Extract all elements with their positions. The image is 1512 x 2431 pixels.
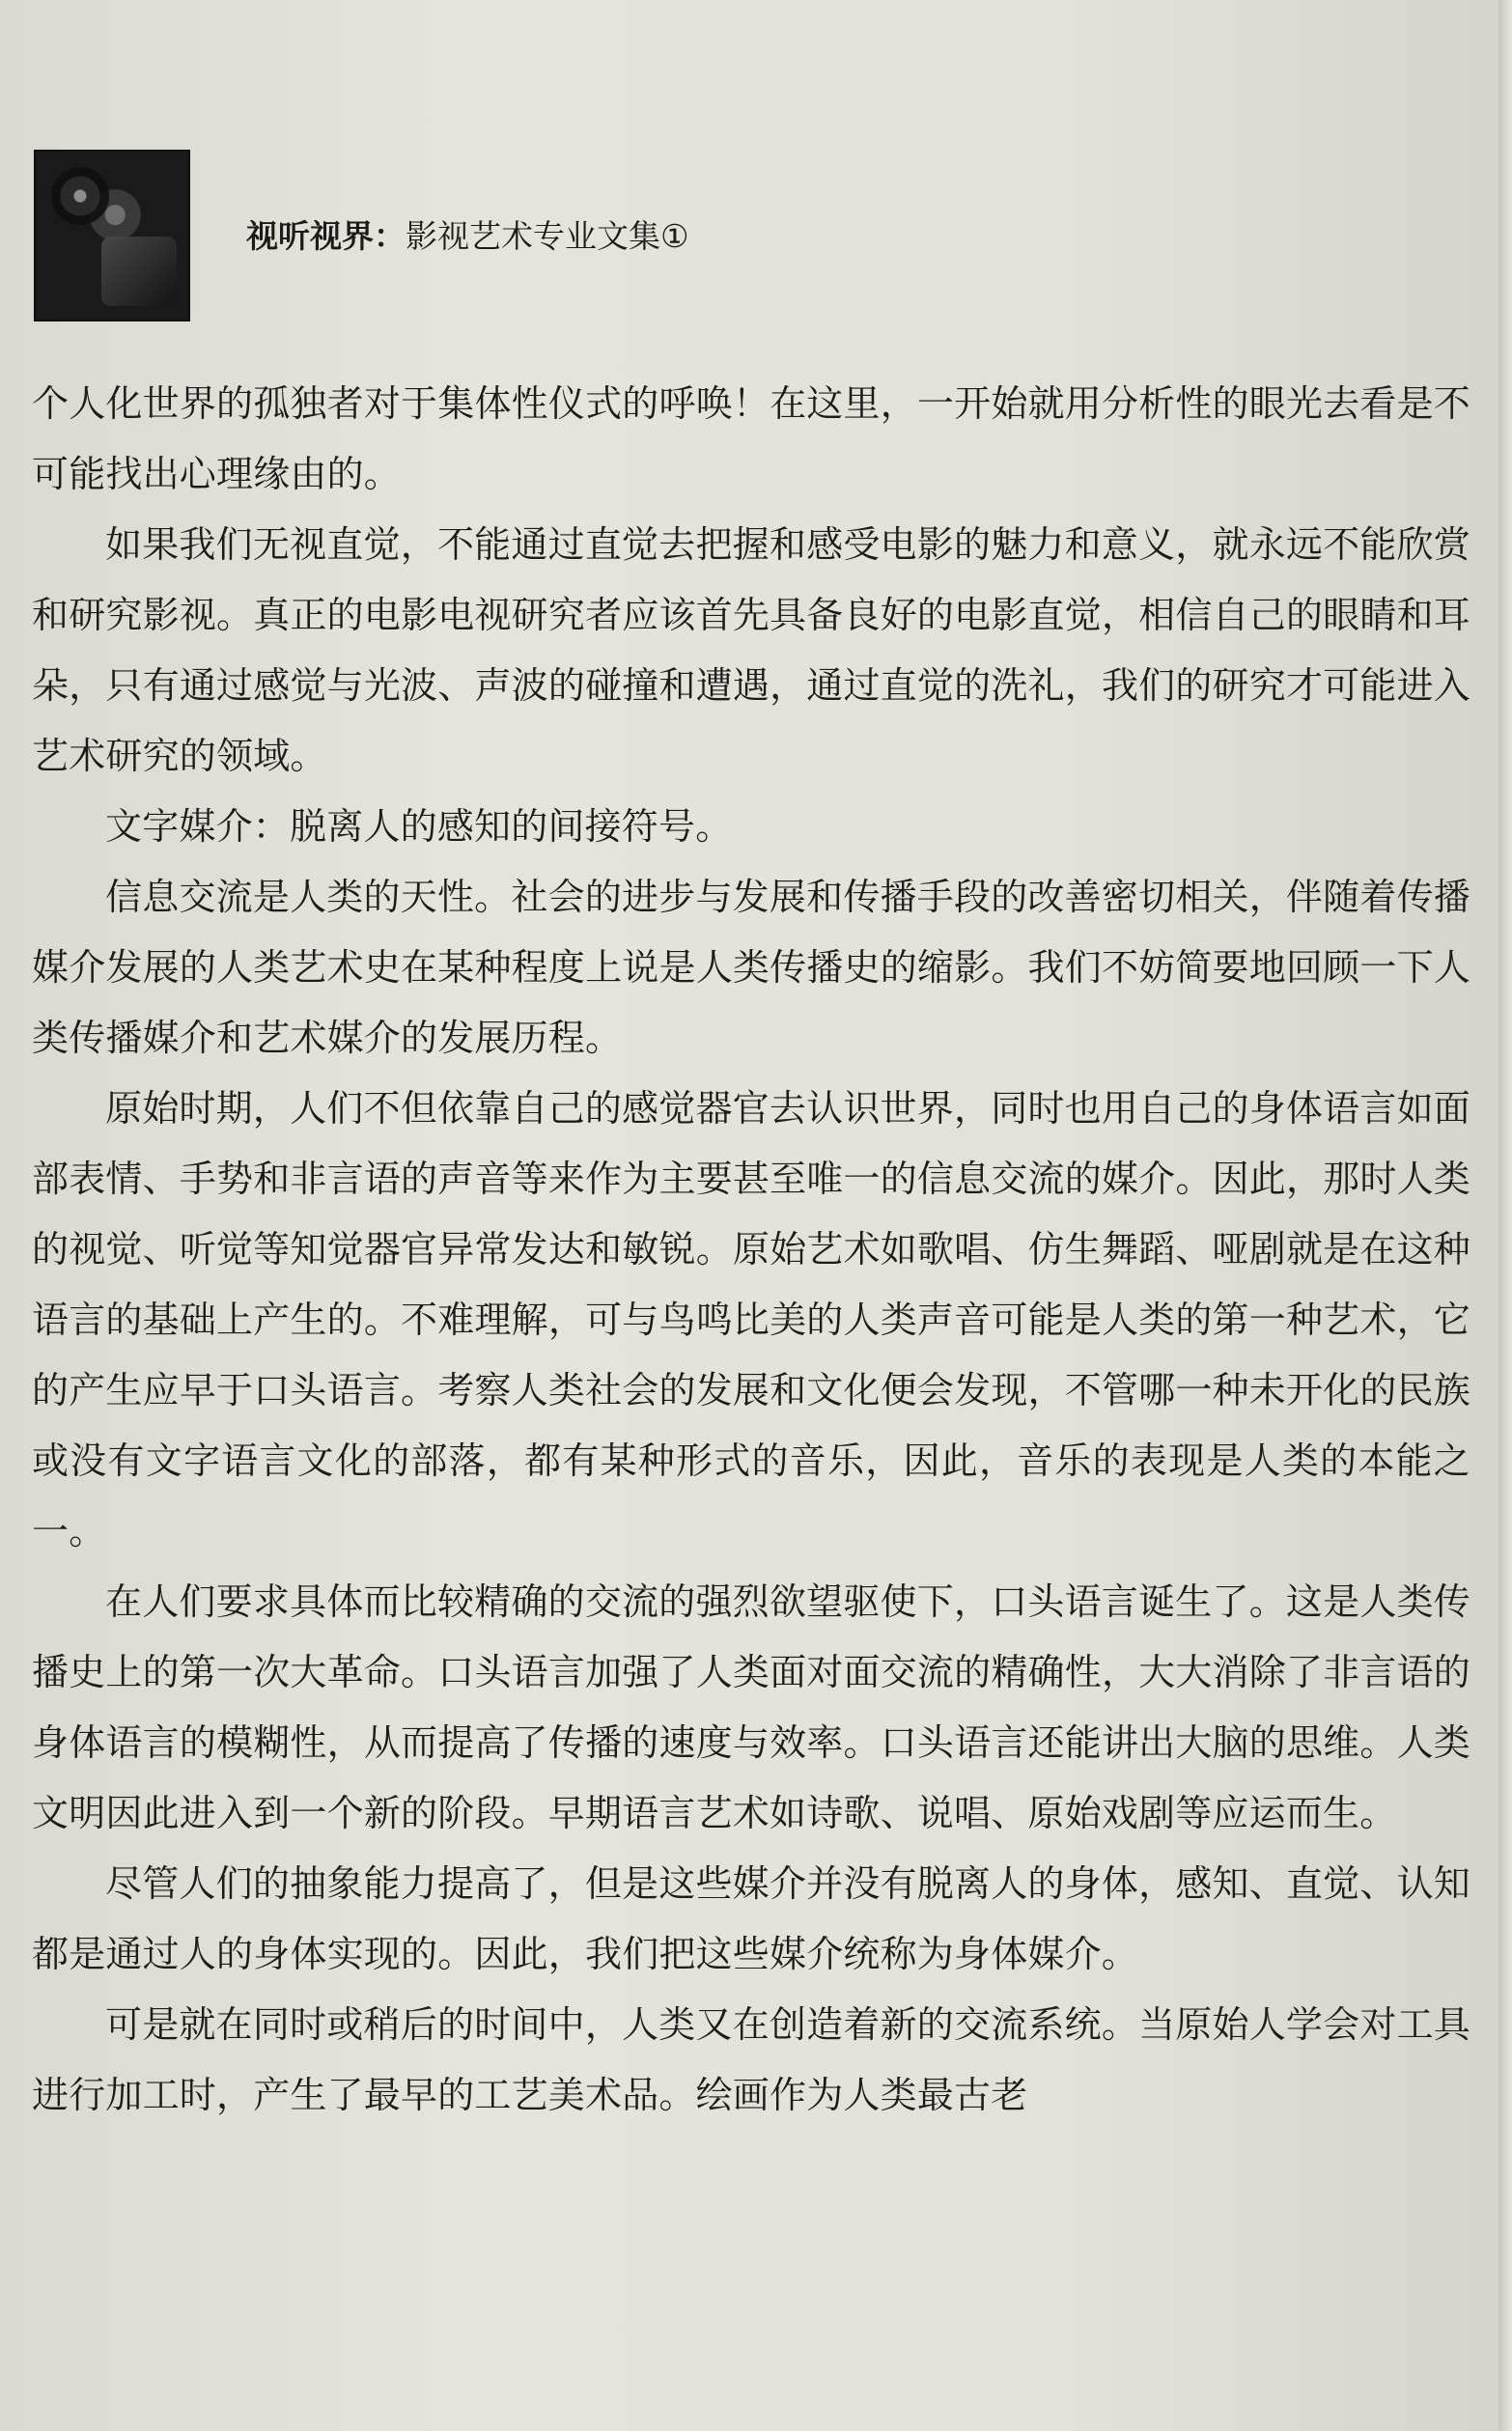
paragraph-8: 可是就在同时或稍后的时间中，人类又在创造着新的交流系统。当原始人学会对工具进行加工时，产生了最早的工艺美术品。绘画作为人类最古老 [32,2003,1470,2116]
page-header [34,150,903,323]
paragraph-6: 在人们要求具体而比较精确的交流的强烈欲望驱使下，口头语言诞生了。这是人类传播史上的第一次大革命。口头语言加强了人类面对面交流的精确性，大大消除了非言语的身体语言的模糊性，从而提高了传播的速度与效率。口头语言还能讲出大脑的思维。人类文明因此进入到一个新的阶段。早期语言艺术如诗歌、说唱、原始戏剧等应运而生。 [32,1580,1470,1834]
series-title [246,215,689,258]
paragraph-1: 个人化世界的孤独者对于集体性仪式的呼唤！在这里，一开始就用分析性的眼光去看是不可能找出心理缘由的。 [32,382,1470,495]
paragraph-7: 尽管人们的抽象能力提高了，但是这些媒介并没有脱离人的身体，感知、直觉、认知都是通过人的身体实现的。因此，我们把这些媒介统称为身体媒介。 [32,1862,1470,1975]
page-edge-shadow [1498,0,1512,2431]
body-text [32,369,1470,2131]
series-subtitle: 影视艺术专业文集① [406,217,689,255]
paragraph-5: 原始时期，人们不但依靠自己的感觉器官去认识世界，同时也用自己的身体语言如面部表情、手势和非言语的声音等来作为主要甚至唯一的信息交流的媒介。因此，那时人类的视觉、听觉等知觉器官异常发达和敏锐。原始艺术如歌唱、仿生舞蹈、哑剧就是在这种语言的基础上产生的。不难理解，可与鸟鸣比美的人类声音可能是人类的第一种艺术，它的产生应早于口头语言。考察人类社会的发展和文化便会发现，不管哪一种未开化的民族或没有文字语言文化的部落，都有某种形式的音乐，因此，音乐的表现是人类的本能之一。 [32,1087,1470,1552]
paragraph-4: 信息交流是人类的天性。社会的进步与发展和传播手段的改善密切相关，伴随着传播媒介发展的人类艺术史在某种程度上说是人类传播史的缩影。我们不妨简要地回顾一下人类传播媒介和艺术媒介的发展历程。 [32,876,1470,1059]
paragraph-3: 文字媒介：脱离人的感知的间接符号。 [105,805,733,848]
series-label: 视听视界： [246,217,406,255]
header-film-camera-image [34,150,190,321]
paragraph-2: 如果我们无视直觉，不能通过直觉去把握和感受电影的魅力和意义，就永远不能欣赏和研究影视。真正的电影电视研究者应该首先具备良好的电影直觉，相信自己的眼睛和耳朵，只有通过感觉与光波、声波的碰撞和遭遇，通过直觉的洗礼，我们的研究才可能进入艺术研究的领域。 [32,523,1470,777]
